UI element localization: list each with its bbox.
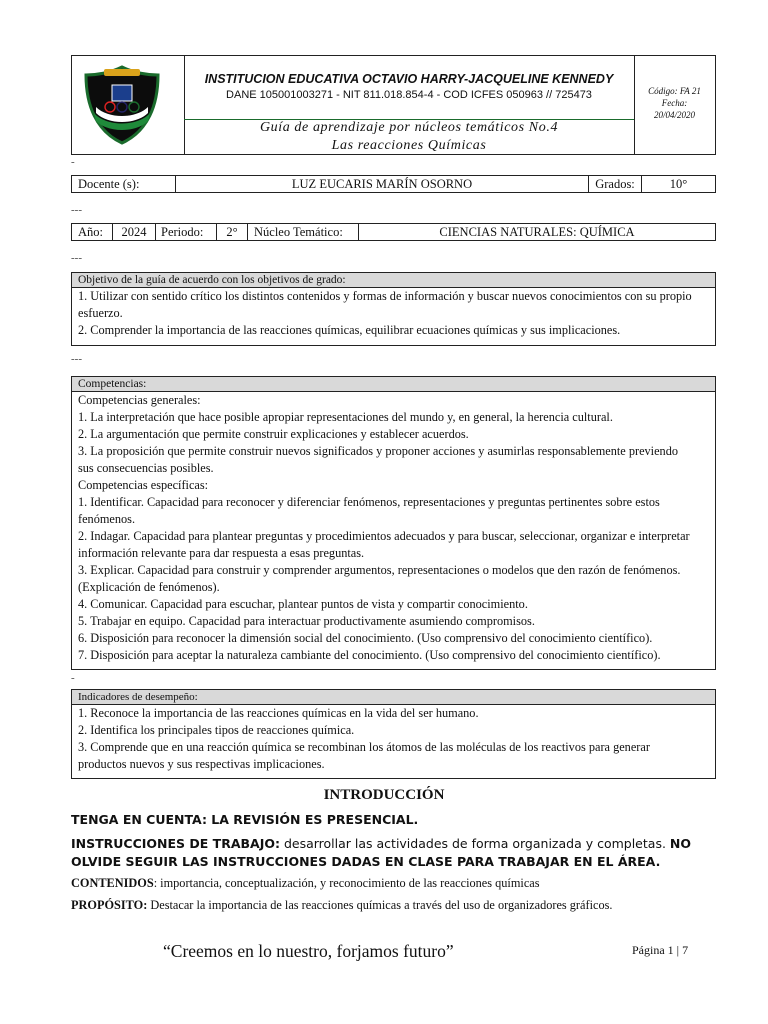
document-code-cell	[634, 56, 715, 154]
contents-text: : importancia, conceptualización, y reconocimiento de las reacciones químicas	[153, 876, 540, 890]
competency-line: 6. Disposición para reconocer la dimensión social del conocimiento. (Uso comprensivo del conocimiento científico).	[78, 631, 653, 645]
objective-line: 2. Comprender la importancia de las reacciones químicas, equilibrar ecuaciones químicas y sus implicaciones.	[78, 323, 621, 337]
teacher-table	[71, 175, 716, 193]
indicator-line: 3. Comprende que en una reacción química se recombinan los átomos de las moléculas de los reactivos para generar	[78, 740, 650, 754]
indicator-line: 2. Identifica los principales tipos de reacciones química.	[78, 723, 355, 737]
instructions-emphasis: NO	[669, 836, 691, 851]
period-value: 2°	[217, 224, 248, 241]
separator: ---	[71, 204, 82, 216]
nucleus-label: Núcleo Temático:	[248, 224, 359, 241]
competency-line: información relevante para dar respuesta a esas preguntas.	[78, 546, 365, 560]
competency-line: 3. Explicar. Capacidad para construir y comprender argumentos, representaciones o modelos que den razón de fenómenos.	[78, 563, 681, 577]
footer-motto: “Creemos en lo nuestro, forjamos futuro”	[163, 941, 454, 961]
separator: -	[71, 672, 75, 684]
presencial-note: TENGA EN CUENTA: LA REVISIÓN ES PRESENCIAL.	[71, 812, 419, 827]
separator: -	[71, 156, 75, 168]
purpose-label: PROPÓSITO:	[71, 898, 148, 912]
objectives-body	[72, 288, 715, 339]
grade-label: Grados:	[589, 176, 642, 193]
instructions-label: INSTRUCCIONES DE TRABAJO:	[71, 836, 280, 851]
competency-line: sus consecuencias posibles.	[78, 461, 214, 475]
contents-line	[71, 876, 540, 891]
competency-line: 1. La interpretación que hace posible apropiar representaciones del mundo y, en general, la herencia cultural.	[78, 410, 613, 424]
indicator-line: 1. Reconoce la importancia de las reacciones químicas en la vida del ser humano.	[78, 706, 479, 720]
objective-line: esfuerzo.	[78, 306, 123, 320]
guide-title: Guía de aprendizaje por núcleos temáticos No.4	[259, 120, 559, 135]
instructions-text: desarrollar las actividades de forma organizada y completas.	[279, 836, 670, 851]
teacher-name: LUZ EUCARIS MARÍN OSORNO	[176, 176, 589, 193]
intro-heading: INTRODUCCIÓN	[323, 787, 445, 803]
school-shield-logo	[82, 63, 162, 147]
competency-line: 5. Trabajar en equipo. Capacidad para interactuar productivamente asumiendo compromisos.	[78, 614, 535, 628]
competency-line: fenómenos.	[78, 512, 136, 526]
contents-label: CONTENIDOS	[71, 876, 154, 890]
date-label: Fecha:	[661, 98, 688, 108]
competency-line: 7. Disposición para aceptar la naturaleza cambiante del conocimiento. (Uso comprensivo del conocimiento científico).	[78, 648, 661, 662]
work-instructions	[71, 835, 721, 871]
indicator-line: productos nuevos y sus respectivas implicaciones.	[78, 757, 325, 771]
document-code: Código: FA 21	[648, 86, 701, 96]
separator: ---	[71, 252, 82, 264]
indicators-body	[72, 705, 715, 773]
guide-subtitle: Las reacciones Químicas	[331, 138, 487, 153]
competency-line: 2. Indagar. Capacidad para plantear preguntas y procedimientos adecuados y para buscar, seleccionar, organizar e interpretar	[78, 529, 690, 543]
institution-name: INSTITUCION EDUCATIVA OCTAVIO HARRY-JACQUELINE KENNEDY	[204, 72, 614, 86]
document-date: 20/04/2020	[653, 110, 695, 120]
nucleus-value: CIENCIAS NATURALES: QUÍMICA	[359, 224, 716, 241]
title-cell	[184, 56, 635, 154]
purpose-line	[71, 898, 612, 913]
indicators-box	[71, 689, 716, 779]
competency-line: (Explicación de fenómenos).	[78, 580, 220, 594]
competencies-box	[71, 376, 716, 670]
competency-line: 1. Identificar. Capacidad para reconocer y diferenciar fenómenos, representaciones y preguntas pertinentes sobre estos	[78, 495, 660, 509]
objective-line: 1. Utilizar con sentido crítico los distintos contenidos y formas de información y buscar nuevos conocimientos con su propio	[78, 289, 692, 303]
competencies-body	[72, 392, 715, 664]
logo-cell	[72, 56, 185, 154]
period-label: Periodo:	[156, 224, 217, 241]
competency-line: Competencias generales:	[78, 393, 201, 407]
competency-line: 2. La argumentación que permite construir explicaciones y establecer acuerdos.	[78, 427, 469, 441]
institution-codes: DANE 105001003271 - NIT 811.018.854-4 - COD ICFES 050963 // 725473	[226, 89, 592, 101]
document-header	[71, 55, 716, 155]
competencies-title: Competencias:	[72, 377, 715, 392]
purpose-text: Destacar la importancia de las reacciones químicas a través del uso de organizadores gráficos.	[147, 898, 613, 912]
instructions-emphasis-2: OLVIDE SEGUIR LAS INSTRUCCIONES DADAS EN CLASE PARA TRABAJAR EN EL ÁREA.	[71, 854, 661, 869]
info-table	[71, 223, 716, 241]
year-value: 2024	[113, 224, 156, 241]
competency-line: 4. Comunicar. Capacidad para escuchar, plantear puntos de vista y compartir conocimiento.	[78, 597, 528, 611]
objectives-box	[71, 272, 716, 346]
indicators-title: Indicadores de desempeño:	[72, 690, 715, 705]
teacher-label: Docente (s):	[72, 176, 176, 193]
page-number: Página 1 | 7	[632, 943, 689, 957]
objectives-title: Objetivo de la guía de acuerdo con los objetivos de grado:	[72, 273, 715, 288]
competency-line: 3. La proposición que permite construir nuevos significados y proponer acciones y asumirlas responsablemente previendo	[78, 444, 678, 458]
competency-line: Competencias específicas:	[78, 478, 209, 492]
separator: ---	[71, 353, 82, 365]
year-label: Año:	[72, 224, 113, 241]
grade-value: 10°	[642, 176, 716, 193]
